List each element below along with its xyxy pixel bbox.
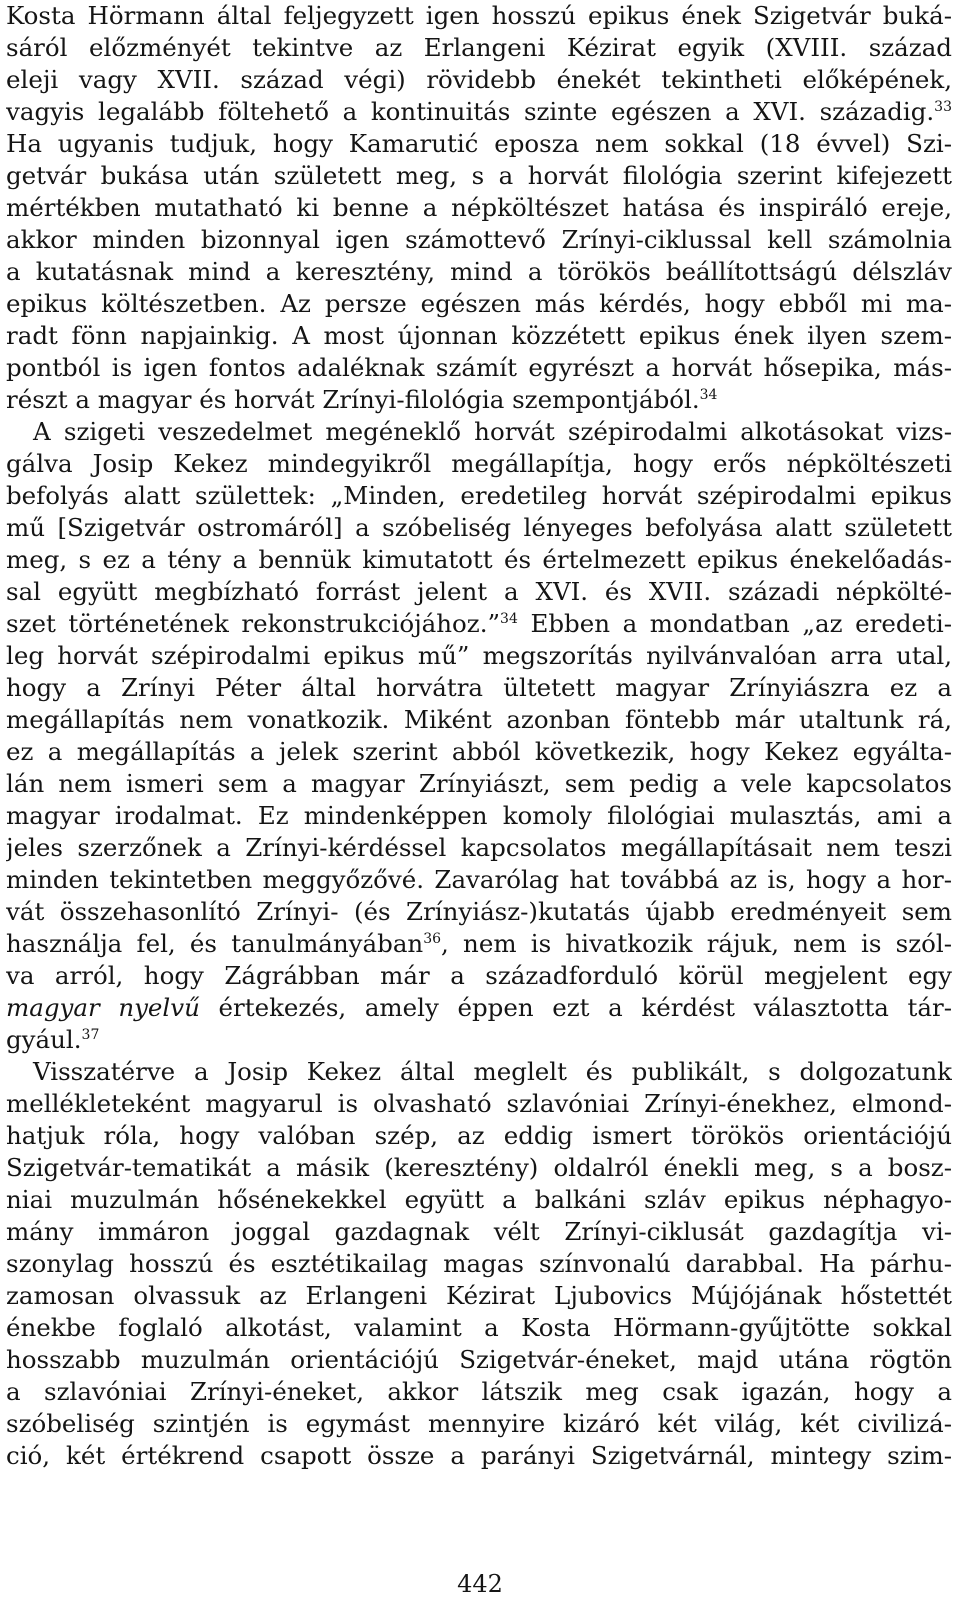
text-line bbox=[6, 960, 952, 992]
text-segment: magyar irodalmat. Ez mindenképpen komoly filológiai mulasztás, ami a bbox=[6, 801, 952, 830]
text-line bbox=[6, 1216, 952, 1248]
text-segment: leg horvát szépirodalmi epikus mű” megszorítás nyilvánvalóan arra utal, bbox=[6, 641, 952, 670]
italic-text: magyar nyelvű bbox=[6, 993, 200, 1022]
text-segment: vát összehasonlító Zrínyi- (és Zrínyiász-)kutatás újabb eredményeit sem bbox=[6, 897, 952, 926]
footnote-reference: 34 bbox=[500, 610, 518, 627]
text-segment: ez a megállapítás a jelek szerint abból következik, hogy Kekez egyálta- bbox=[6, 737, 952, 766]
text-line bbox=[6, 224, 952, 256]
text-segment: hogy a Zrínyi Péter által horvátra ültetett magyar Zrínyiászra ez a bbox=[6, 673, 952, 702]
text-segment: szonylag hosszú és esztétikailag magas színvonalú darabbal. Ha párhu- bbox=[6, 1249, 952, 1278]
text-line bbox=[6, 96, 952, 128]
text-segment: megállapítás nem vonatkozik. Miként azonban föntebb már utaltunk rá, bbox=[6, 705, 952, 734]
body-text bbox=[6, 0, 952, 1472]
text-segment: a szlavóniai Zrínyi-éneket, akkor látszik meg csak igazán, hogy a bbox=[6, 1377, 952, 1406]
text-line bbox=[6, 32, 952, 64]
text-segment: zamosan olvassuk az Erlangeni Kézirat Ljubovics Mújójának hőstettét bbox=[6, 1281, 952, 1310]
text-line bbox=[6, 416, 952, 448]
text-segment: részt a magyar és horvát Zrínyi-filológia szempontjából. bbox=[6, 385, 700, 414]
text-segment: sáról előzményét tekintve az Erlangeni Kézirat egyik (XVIII. század bbox=[6, 33, 952, 62]
text-segment: minden tekintetben meggyőzővé. Zavarólag hat továbbá az is, hogy a hor- bbox=[6, 865, 952, 894]
text-line bbox=[6, 0, 952, 32]
text-segment: getvár bukása után született meg, s a horvát filológia szerint kifejezett bbox=[6, 161, 952, 190]
text-line bbox=[6, 480, 952, 512]
text-line bbox=[6, 1440, 952, 1472]
text-segment: ció, két értékrend csapott össze a parányi Szigetvárnál, mintegy szim- bbox=[6, 1441, 952, 1470]
text-line bbox=[6, 928, 952, 960]
text-segment: Kosta Hörmann által feljegyzett igen hosszú epikus ének Szigetvár buká- bbox=[6, 1, 952, 30]
text-segment: használja fel, és tanulmányában bbox=[6, 929, 424, 958]
footnote-reference: 36 bbox=[423, 930, 442, 947]
text-segment: lán nem ismeri sem a magyar Zrínyiászt, sem pedig a vele kapcsolatos bbox=[6, 769, 952, 798]
text-line bbox=[6, 384, 952, 416]
text-segment: A szigeti veszedelmet megéneklő horvát szépirodalmi alkotásokat vizs- bbox=[33, 417, 952, 446]
text-line bbox=[6, 256, 952, 288]
text-segment: akkor minden bizonnyal igen számottevő Zrínyi-ciklussal kell számolnia bbox=[6, 225, 952, 254]
text-line bbox=[6, 192, 952, 224]
text-segment: niai muzulmán hősénekekkel együtt a balkáni szláv epikus néphagyo- bbox=[6, 1185, 952, 1214]
text-line bbox=[6, 864, 952, 896]
text-segment: szet történetének rekonstrukciójához.” bbox=[6, 609, 501, 638]
text-segment: mány immáron joggal gazdagnak vélt Zrínyi-ciklusát gazdagítja vi- bbox=[6, 1217, 952, 1246]
text-segment: Ebben a mondatban „az eredeti- bbox=[517, 609, 952, 638]
text-segment: mellékleteként magyarul is olvasható szlavóniai Zrínyi-énekhez, elmond- bbox=[6, 1089, 952, 1118]
text-segment: énekbe foglaló alkotást, valamint a Kosta Hörmann-gyűjtötte sokkal bbox=[6, 1313, 952, 1342]
text-line bbox=[6, 1024, 952, 1056]
text-segment: eleji vagy XVII. század végi) rövidebb énekét tekintheti előképének, bbox=[6, 65, 952, 94]
text-segment: mű [Szigetvár ostromáról] a szóbeliség lényeges befolyása alatt született bbox=[6, 513, 952, 542]
text-line bbox=[6, 768, 952, 800]
text-line bbox=[6, 64, 952, 96]
footnote-reference: 37 bbox=[81, 1026, 100, 1043]
text-segment: Ha ugyanis tudjuk, hogy Kamarutić eposza nem sokkal (18 évvel) Szi- bbox=[6, 129, 952, 158]
paragraph bbox=[6, 416, 952, 1056]
text-line bbox=[6, 1344, 952, 1376]
text-line bbox=[6, 1408, 952, 1440]
text-line bbox=[6, 1120, 952, 1152]
text-segment: befolyás alatt születtek: „Minden, eredetileg horvát szépirodalmi epikus bbox=[6, 481, 952, 510]
text-segment: hosszabb muzulmán orientációjú Szigetvár-éneket, majd utána rögtön bbox=[6, 1345, 952, 1374]
text-line bbox=[6, 576, 952, 608]
text-line bbox=[6, 896, 952, 928]
text-segment: értekezés, amely éppen ezt a kérdést választotta tár- bbox=[199, 993, 952, 1022]
text-line bbox=[6, 448, 952, 480]
text-segment: sal együtt megbízható forrást jelent a XVI. és XVII. századi népkölté- bbox=[6, 577, 952, 606]
text-line bbox=[6, 736, 952, 768]
text-segment: epikus költészetben. Az persze egészen más kérdés, hogy ebből mi ma- bbox=[6, 289, 952, 318]
text-segment: Visszatérve a Josip Kekez által meglelt és publikált, s dolgozatunk bbox=[33, 1057, 952, 1086]
text-line bbox=[6, 320, 952, 352]
text-segment: va arról, hogy Zágrábban már a századforduló körül megjelent egy bbox=[6, 961, 952, 990]
text-segment: hatjuk róla, hogy valóban szép, az eddig ismert törökös orientációjú bbox=[6, 1121, 952, 1150]
text-segment: jeles szerzőnek a Zrínyi-kérdéssel kapcsolatos megállapításait nem teszi bbox=[6, 833, 952, 862]
text-line bbox=[6, 704, 952, 736]
text-line bbox=[6, 1376, 952, 1408]
text-line bbox=[6, 672, 952, 704]
text-line bbox=[6, 160, 952, 192]
text-line bbox=[6, 800, 952, 832]
text-segment: meg, s ez a tény a bennük kimutatott és értelmezett epikus énekelőadás- bbox=[6, 545, 952, 574]
text-line bbox=[6, 128, 952, 160]
text-segment: pontból is igen fontos adaléknak számít egyrészt a horvát hősepika, más- bbox=[6, 353, 952, 382]
text-line bbox=[6, 992, 952, 1024]
text-segment: szóbeliség szintjén is egymást mennyire kizáró két világ, két civilizá- bbox=[6, 1409, 952, 1438]
text-segment: vagyis legalább föltehető a kontinuitás szinte egészen a XVI. századig. bbox=[6, 97, 935, 126]
text-line bbox=[6, 1312, 952, 1344]
footnote-reference: 33 bbox=[934, 98, 952, 115]
text-segment: gyául. bbox=[6, 1025, 82, 1054]
text-segment: gálva Josip Kekez mindegyikről megállapítja, hogy erős népköltészeti bbox=[6, 449, 952, 478]
text-line bbox=[6, 832, 952, 864]
text-line bbox=[6, 1248, 952, 1280]
footnote-reference: 34 bbox=[699, 386, 718, 403]
text-segment: mértékben mutatható ki benne a népköltészet hatása és inspiráló ereje, bbox=[6, 193, 952, 222]
page-number: 442 bbox=[457, 1570, 503, 1598]
text-line bbox=[6, 288, 952, 320]
text-line bbox=[6, 1056, 952, 1088]
text-line bbox=[6, 1152, 952, 1184]
text-line bbox=[6, 1184, 952, 1216]
paragraph bbox=[6, 1056, 952, 1472]
paragraph bbox=[6, 0, 952, 416]
text-line bbox=[6, 608, 952, 640]
text-line bbox=[6, 544, 952, 576]
text-segment: radt fönn napjainkig. A most újonnan közzétett epikus ének ilyen szem- bbox=[6, 321, 952, 350]
text-line bbox=[6, 352, 952, 384]
text-line bbox=[6, 1088, 952, 1120]
text-segment: a kutatásnak mind a keresztény, mind a törökös beállítottságú délszláv bbox=[6, 257, 952, 286]
text-line bbox=[6, 512, 952, 544]
text-line bbox=[6, 640, 952, 672]
text-segment: , nem is hivatkozik rájuk, nem is szól- bbox=[441, 929, 952, 958]
text-segment: Szigetvár-tematikát a másik (keresztény) oldalról énekli meg, s a bosz- bbox=[6, 1153, 952, 1182]
text-line bbox=[6, 1280, 952, 1312]
